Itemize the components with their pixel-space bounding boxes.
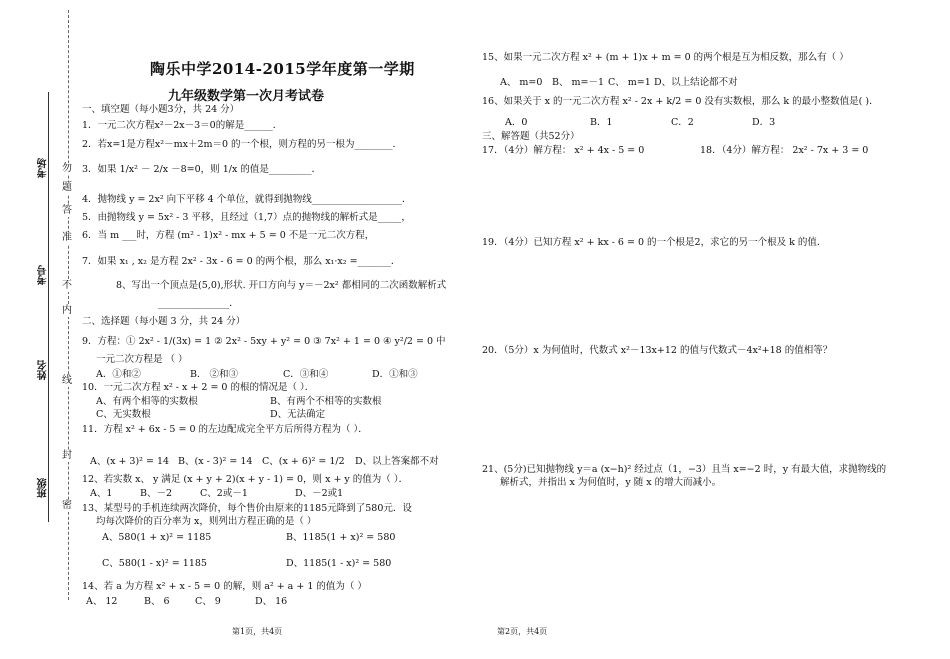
option-11d: D、以上答案都不对: [355, 456, 439, 467]
question-2: 2．若x=1是方程x²－mx＋2m＝0 的一个根，则方程的另一根为________．: [82, 139, 403, 150]
question-16: 16、如果关于 x 的一元二次方程 x² - 2x + k/2 = 0 没有实数根，那么 k 的最小整数值是( )．: [482, 96, 879, 107]
option-9a: A．①和②: [96, 369, 141, 380]
margin-rule: [48, 92, 49, 522]
label-class: 班级: [38, 478, 49, 498]
question-17: 17．（4分）解方程： x² + 4x - 5 = 0: [482, 145, 645, 156]
question-20: 20．（5分）x 为何值时，代数式 x²－13x+12 的值与代数式－4x²+18 的值相等？: [482, 345, 833, 356]
option-10d: D、无法确定: [270, 409, 326, 420]
option-12b: B、－2: [140, 488, 173, 499]
option-15c: C、 m=1: [608, 77, 651, 88]
option-12d: D、－2或1: [295, 488, 344, 499]
question-12: 12、若实数 x、 y 满足 (x + y + 2)(x + y - 1) = 0，则 x + y 的值为（ ）．: [82, 474, 409, 485]
question-19: 19．（4分）已知方程 x² + kx - 6 = 0 的一个根是2，求它的另一个根及 k 的值．: [482, 237, 827, 248]
option-9d: D．①和③: [372, 369, 418, 380]
option-16d: D．3: [752, 117, 776, 128]
option-12a: A、1: [90, 488, 113, 499]
option-14c: C、 9: [195, 596, 221, 607]
option-16c: C．2: [671, 117, 694, 128]
option-12c: C、2或－1: [200, 488, 248, 499]
page-footer-2: 第2页，共4页: [497, 627, 548, 636]
option-13b: B、1185(1 + x)² = 580: [286, 532, 396, 543]
option-13a: A、580(1 + x)² = 1185: [102, 532, 212, 543]
option-13c: C、580(1 - x)² = 1185: [102, 558, 207, 569]
label-name: 姓名: [38, 360, 49, 380]
seal-char: 线: [62, 375, 72, 386]
page-footer-1: 第1页，共4页: [232, 627, 283, 636]
question-1: 1．一元二次方程x²－2x－3＝0的解是______．: [82, 120, 283, 131]
question-8: 8、写出一个顶点是(5,0),形状. 开口方向与 y＝－2x² 都相同的二次函数解析式: [116, 280, 447, 291]
option-16b: B．1: [590, 117, 613, 128]
option-11b: B、(x - 3)² = 14: [178, 456, 253, 467]
seal-char: 准: [62, 232, 72, 243]
label-exam-room: 考场: [38, 158, 49, 178]
question-9-line2: 一元二次方程是 （ ）: [96, 354, 188, 365]
section-multiple-choice: 二、选择题（每小题 3 分，共 24 分）: [82, 316, 246, 327]
option-15a: A、 m=0: [500, 77, 543, 88]
question-5: 5．由抛物线 y = 5x² - 3 平移，且经过（1,7）点的抛物线的解析式是_____，: [82, 212, 411, 223]
seal-char: 内: [62, 305, 72, 316]
option-11a: A、(x + 3)² = 14: [90, 456, 170, 467]
section-solutions: 三、解答题（共52分）: [482, 131, 580, 142]
question-8-blank: _______________．: [158, 298, 239, 309]
question-10: 10．一元二次方程 x² - x + 2 = 0 的根的情况是（ ）．: [82, 382, 315, 393]
question-6: 6．当 m ___时，方程 (m² - 1)x² - mx + 5 = 0 不是一元二次方程，: [82, 230, 375, 241]
option-9c: C．③和④: [283, 369, 329, 380]
option-15d: D、以上结论都不对: [654, 77, 738, 88]
question-3: 3．如果 1/x² － 2/x －8=0，则 1/x 的值是_________．: [82, 164, 322, 175]
question-11: 11．方程 x² + 6x - 5 = 0 的左边配成完全平方后所得方程为（ ）．: [82, 424, 368, 435]
question-13-line2: 均每次降价的百分率为 x，则列出方程正确的是（ ）: [96, 516, 317, 527]
question-13: 13、某型号的手机连续两次降价，每个售价由原来的1185元降到了580元．设: [82, 503, 412, 514]
option-14a: A、 12: [86, 596, 118, 607]
label-exam-number: 考号: [38, 265, 49, 285]
option-9b: B． ②和③: [190, 369, 239, 380]
section-fill-blank: 一、填空题（每小题3分，共 24 分）: [82, 104, 240, 115]
seal-char: 封: [62, 450, 72, 461]
option-14b: B、 6: [144, 596, 170, 607]
question-15: 15、如果一元二次方程 x² + (m + 1)x + m = 0 的两个根是互为相反数，那么有（ ）: [482, 52, 849, 63]
question-7: 7．如果 x₁ , x₂ 是方程 2x² - 3x - 6 = 0 的两个根，那么 x₁·x₂ =_______．: [82, 256, 401, 267]
option-11c: C、(x + 6)² = 1/2: [262, 456, 345, 467]
question-21-line2: 解析式，并指出 x 为何值时，y 随 x 的增大而减小。: [500, 477, 722, 488]
seal-char: 勿: [62, 163, 72, 174]
question-9: 9．方程：① 2x² - 1/(3x) = 1 ② 2x² - 5xy + y² = 0 ③ 7x² + 1 = 0 ④ y²/2 = 0 中: [82, 336, 446, 347]
question-18: 18．（4分）解方程： 2x² - 7x + 3 = 0: [700, 145, 869, 156]
question-14: 14、若 a 为方程 x² + x - 5 = 0 的解，则 a² + a + 1 的值为（ ）: [82, 581, 367, 592]
seal-char: 答: [62, 205, 72, 216]
option-10a: A、有两个相等的实数根: [96, 396, 198, 407]
option-10b: B、有两个不相等的实数根: [270, 396, 382, 407]
option-14d: D、 16: [255, 596, 288, 607]
option-13d: D、1185(1 - x)² = 580: [286, 558, 392, 569]
option-16a: A．0: [505, 117, 528, 128]
exam-school-title: 陶乐中学2014-2015学年度第一学期: [150, 60, 415, 78]
option-10c: C、无实数根: [96, 409, 151, 420]
seal-char: 密: [62, 500, 72, 511]
seal-char: 不: [62, 280, 72, 291]
question-4: 4．抛物线 y = 2x² 向下平移 4 个单位，就得到抛物线___________________．: [82, 194, 412, 205]
question-21: 21、(5分)已知抛物线 y＝a (x−h)² 经过点（1，−3）且当 x=−2 时，y 有最大值，求抛物线的: [482, 464, 887, 475]
seal-char: 题: [62, 182, 72, 193]
option-15b: B、 m=－1: [552, 77, 605, 88]
exam-subtitle: 九年级数学第一次月考试卷: [168, 89, 325, 104]
